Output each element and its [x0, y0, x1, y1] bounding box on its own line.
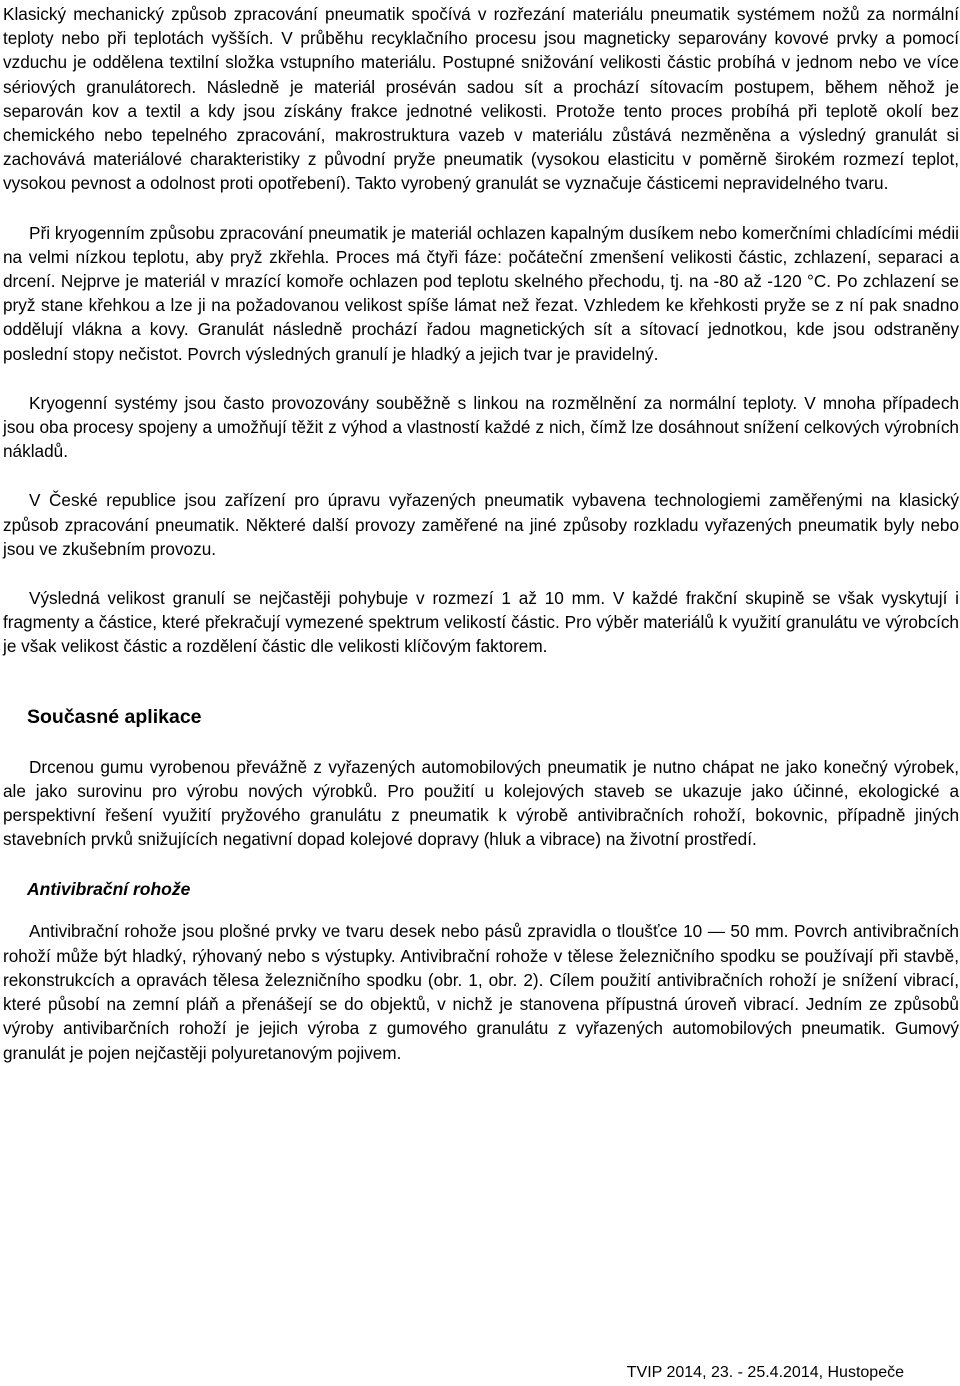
subsection-heading: Antivibrační rohože [27, 879, 191, 900]
paragraph-spacer [3, 463, 959, 488]
paragraph-current-applications: Drcenou gumu vyrobenou převážně z vyřazených automobilových pneumatik je nutno chápat ne jako konečný výrobek, ale jako surovinu pro výrobu nových výrobků. Pro použití u kolejových staveb se ukazuje jako účinné, ekologické a perspektivní řešení využití pryžového granulátu z pneumatik k výrobě antivibračních rohoží, bokovnic, případně jiných stavebních prvků snižujících negativní dopad kolejové dopravy (hluk a vibrace) na životní prostředí. [3, 756, 959, 850]
paragraph-granule-size: Výsledná velikost granulí se nejčastěji pohybuje v rozmezí 1 až 10 mm. V každé frakční skupině se však vyskytují i fragmenty a částice, které překračují vymezené spektrum velikostí částic. Pro výběr materiálů k využití granulátu ve výrobcích je však velikost částic a rozdělení částic dle velikosti klíčovým faktorem. [3, 588, 959, 657]
section-heading: Současné aplikace [27, 705, 202, 728]
paragraph-spacer [3, 561, 959, 586]
section-spacer [3, 659, 959, 705]
section-spacer [3, 901, 959, 919]
paragraph-czech-republic: V České republice jsou zařízení pro úpravu vyřazených pneumatik vybavena technologiemi zaměřenými na klasický způsob zpracování pneumatik. Některé další provozy zaměřené na jiné způsoby rozkladu vyřazených pneumatik byly nebo jsou ve zkušebním provozu. [3, 490, 959, 559]
paragraph-cryogenic-processing: Při kryogenním způsobu zpracování pneumatik je materiál ochlazen kapalným dusíkem nebo komerčními chladícími médii na velmi nízkou teplotu, aby pryž zkřehla. Proces má čtyři fáze: počáteční zmenšení velikosti částic, zchlazení, separaci a drcení. Nejprve je materiál v mrazící komoře ochlazen pod teplotu skelného přechodu, tj. na -80 až -120 °C. Po zchlazení se pryž stane křehkou a lze ji na požadovanou velikost spíše lámat než řezat. Vzhledem ke křehkosti pryže se z ní pak snadno oddělují vlákna a kovy. Granulát následně prochází řadou magnetických sít a sítovací jednotkou, kde jsou odstraněny poslední stopy nečistot. Povrch výsledných granulí je hladký a jejich tvar je pravidelný. [3, 222, 959, 364]
document-page [3, 2, 959, 1065]
paragraph-spacer [3, 366, 959, 391]
section-spacer [3, 729, 959, 755]
section-spacer [3, 851, 959, 877]
paragraph-spacer [3, 196, 959, 221]
paragraph-cryogenic-systems: Kryogenní systémy jsou často provozovány souběžně s linkou na rozmělnění za normální teploty. V mnoha případech jsou oba procesy spojeny a umožňují těžit z výhod a vlastností každé z nich, čímž lze dosáhnout snížení celkových výrobních nákladů. [3, 392, 959, 462]
paragraph-mechanical-processing: Klasický mechanický způsob zpracování pneumatik spočívá v rozřezání materiálu pneumatik systémem nožů za normální teploty nebo při teplotách vyšších. V průběhu recyklačního procesu jsou magneticky separovány kovové prvky a pomocí vzduchu je oddělena textilní složka vstupního materiálu. Postupné snižování velikosti částic probíhá v jednom nebo ve více sériových granulátorech. Následně je materiál proséván sadou sít a prochází sítovacím postupem, během něhož je separován kov a textil a kdy jsou získány frakce jednotné velikosti. Protože tento proces probíhá při teplotě okolí bez chemického nebo tepelného zpracování, makrostruktura vazeb v materiálu zůstává nezměněna a výsledný granulát si zachovává materiálové charakteristiky z původní pryže pneumatik (vysokou elasticitu v poměrně širokém rozmezí teplot, vysokou pevnost a odolnost proti opotřebení). Takto vyrobený granulát se vyznačuje částicemi nepravidelného tvaru. [3, 4, 959, 194]
page-footer: TVIP 2014, 23. - 25.4.2014, Hustopeče [626, 1364, 904, 1381]
paragraph-antivibration-mats: Antivibrační rohože jsou plošné prvky ve tvaru desek nebo pásů zpravidla o tloušťce 10 — 50 mm. Povrch antivibračních rohoží může být hladký, rýhovaný nebo s výstupky. Antivibrační rohože v tělese železničního spodku se používají při stavbě, rekonstrukcích a opravách tělesa železničního spodku (obr. 1, obr. 2). Cílem použití antivibračních rohoží je snížení vibrací, které působí na zemní pláň a přenášejí se do objektů, v nichž je stanovena přípustná úroveň vibrací. Jedním ze způsobů výroby antivibarčních rohoží je jejich výroba z gumového granulátu z vyřazených automobilových pneumatik. Gumový granulát je pojen nejčastěji polyuretanovým pojivem. [3, 921, 959, 1063]
